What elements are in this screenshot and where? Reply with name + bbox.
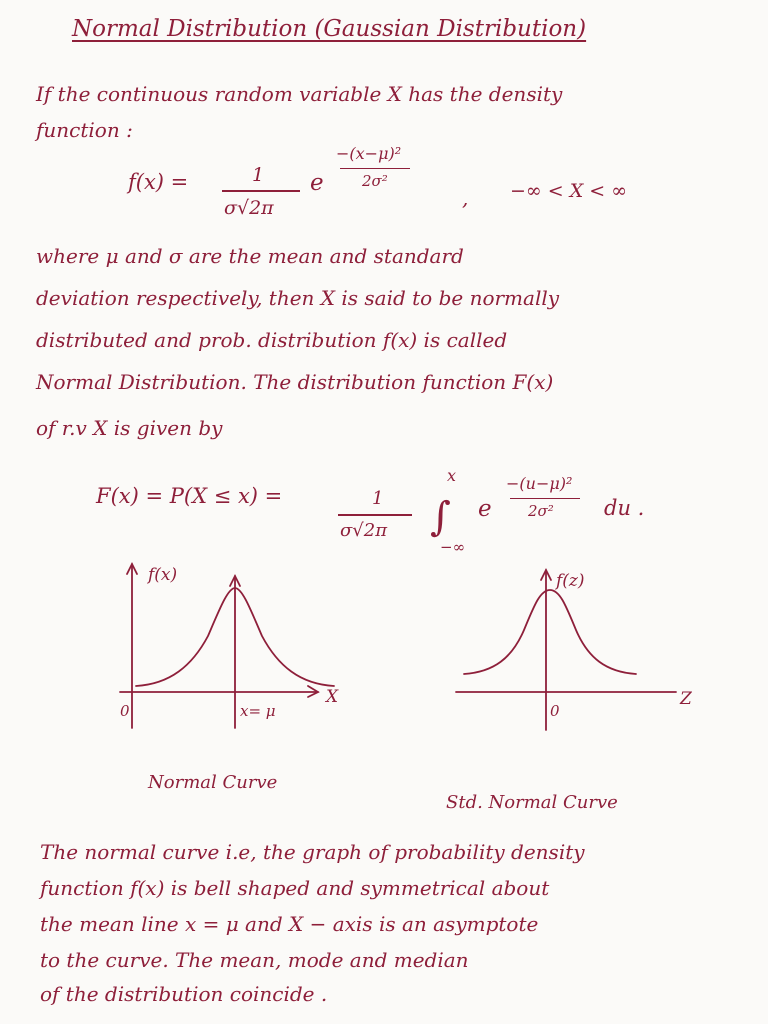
cdf-exponent-numerator: −(u−μ)² xyxy=(506,474,573,493)
where-line-4: Normal Distribution. The distribution function F(x) xyxy=(36,370,554,394)
pdf-fraction-bar xyxy=(222,190,300,192)
where-line-2: deviation respectively, then X is said to be normally xyxy=(36,286,560,310)
closing-line-5: of the distribution coincide . xyxy=(40,982,328,1006)
closing-line-4: to the curve. The mean, mode and median xyxy=(40,948,469,972)
where-line-5: of r.v X is given by xyxy=(36,416,223,440)
normal-origin-label: 0 xyxy=(120,702,130,720)
integral-sign: ∫ xyxy=(430,494,451,540)
std-origin-label: 0 xyxy=(550,702,560,720)
cdf-numerator: 1 xyxy=(372,488,384,509)
pdf-exp-base: e xyxy=(310,170,324,196)
cdf-exponent-denominator: 2σ² xyxy=(528,502,554,520)
normal-curve-graph xyxy=(100,556,360,746)
cdf-exponent-bar xyxy=(510,498,580,499)
closing-line-3: the mean line x = μ and X − axis is an asymptote xyxy=(40,912,539,936)
cdf-fraction-bar xyxy=(338,514,412,516)
pdf-lhs: f(x) = xyxy=(128,170,189,194)
pdf-denominator: σ√2π xyxy=(224,197,274,219)
pdf-range: −∞ < X < ∞ xyxy=(510,180,628,202)
cdf-lhs: F(x) = P(X ≤ x) = xyxy=(96,484,283,508)
pdf-numerator: 1 xyxy=(252,164,265,186)
pdf-exponent-numerator: −(x−μ)² xyxy=(336,144,402,163)
closing-line-1: The normal curve i.e, the graph of probability density xyxy=(40,840,585,864)
cdf-exp-base: e xyxy=(478,496,492,522)
pdf-exponent-bar xyxy=(340,168,410,169)
intro-line-2: function : xyxy=(36,118,133,142)
cdf-upper-limit: x xyxy=(447,466,457,485)
where-line-3: distributed and prob. distribution f(x) is called xyxy=(36,328,508,352)
std-x-label: Z xyxy=(680,689,692,709)
closing-line-2: function f(x) is bell shaped and symmetrical about xyxy=(40,876,550,900)
cdf-lower-limit: −∞ xyxy=(440,538,466,556)
normal-y-label: f(x) xyxy=(148,565,178,585)
cdf-denominator: σ√2π xyxy=(340,520,388,541)
normal-x-label: X xyxy=(326,687,339,707)
page-title: Normal Distribution (Gaussian Distribution) xyxy=(72,16,587,42)
where-line-1: where μ and σ are the mean and standard xyxy=(36,244,464,268)
std-y-label: f(z) xyxy=(556,571,585,591)
pdf-exponent-denominator: 2σ² xyxy=(362,172,388,190)
intro-line-1: If the continuous random variable X has the density xyxy=(36,82,563,106)
std-normal-curve-graph xyxy=(450,562,710,732)
std-bell-curve xyxy=(464,590,636,674)
normal-mean-label: x= μ xyxy=(240,702,276,720)
std-normal-curve-caption: Std. Normal Curve xyxy=(446,792,618,813)
cdf-du: du . xyxy=(604,496,645,520)
normal-curve-caption: Normal Curve xyxy=(148,772,278,793)
pdf-comma: , xyxy=(462,186,469,210)
